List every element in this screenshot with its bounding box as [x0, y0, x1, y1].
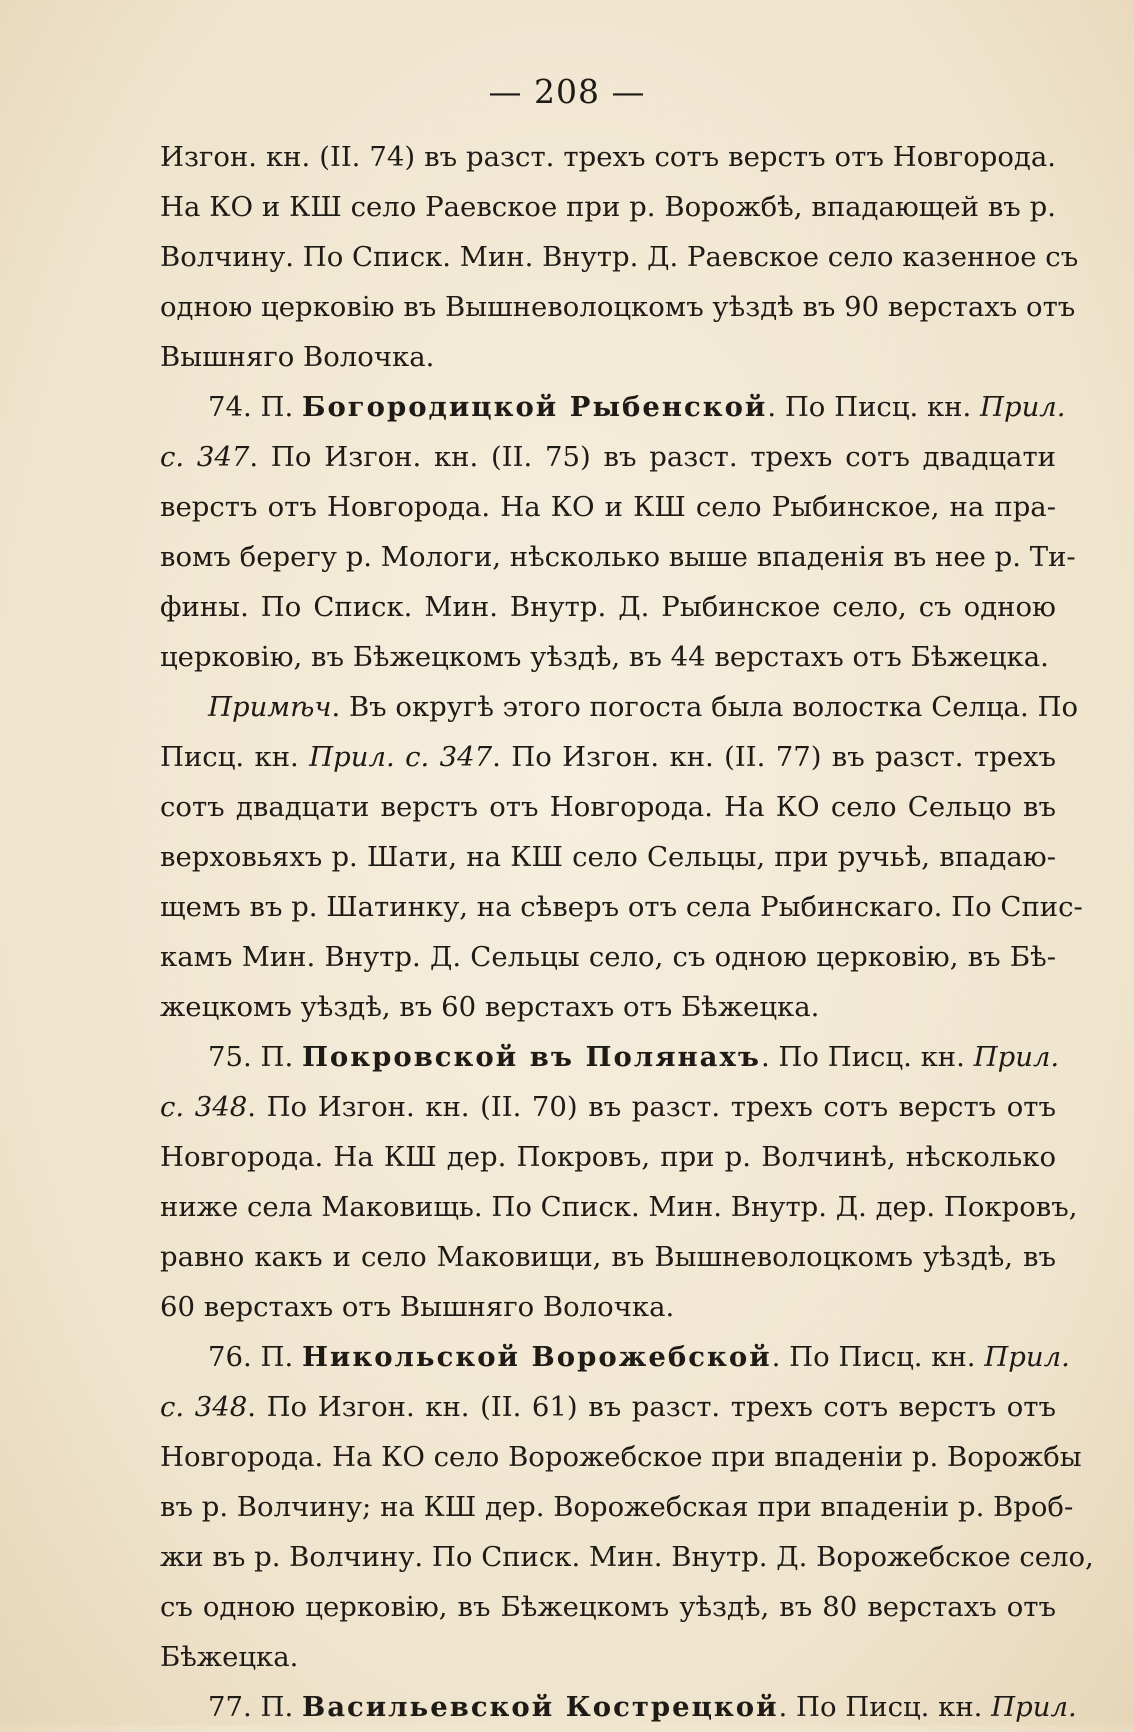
text-span: верховьяхъ р. Шати, на КШ село Сельцы, при ручьѣ, впадаю- — [160, 841, 1056, 873]
text-line — [160, 232, 1079, 282]
text-line — [160, 1032, 1060, 1082]
text-line — [160, 632, 1056, 682]
text-span: . Въ округѣ этого погоста была волостка Селца. По — [331, 691, 1079, 723]
text-line — [160, 582, 1056, 632]
text-line — [160, 782, 1056, 832]
text-span: Писц. кн. — [160, 741, 310, 773]
text-line — [160, 532, 1076, 582]
italic-text: с. 347 — [160, 441, 250, 473]
text-line — [160, 432, 1056, 482]
text-line — [160, 1182, 1078, 1232]
italic-text: с. 348 — [160, 1391, 248, 1423]
text-line — [160, 1482, 1074, 1532]
text-span: . По Изгон. кн. (II. 77) въ разст. трехъ — [492, 741, 1056, 773]
text-line — [160, 1132, 1056, 1182]
text-line — [160, 682, 1079, 732]
spaced-heading-text: Богородицкой Рыбенской — [301, 391, 768, 423]
page-number: — 208 — — [488, 72, 646, 111]
spaced-heading-text: Покровской въ Полянахъ — [301, 1041, 761, 1073]
italic-text: Прил. с. 347 — [309, 741, 493, 773]
italic-text: с. 348 — [160, 1091, 248, 1123]
text-line — [160, 332, 1056, 382]
text-span: въ р. Волчину; на КШ дер. Ворожебская при впаденіи р. Вроб- — [160, 1491, 1074, 1523]
text-span: . По Писц. кн. — [778, 1691, 992, 1723]
text-span: Волчину. По Списк. Мин. Внутр. Д. Раевское село казенное съ — [160, 241, 1079, 273]
italic-text: Прил. — [980, 391, 1066, 423]
text-span: щемъ въ р. Шатинку, на сѣверъ отъ села Рыбинскаго. По Спис- — [160, 891, 1083, 923]
text-span: фины. По Списк. Мин. Внутр. Д. Рыбинское село, съ одною — [160, 591, 1056, 623]
text-span: 74. П. — [208, 391, 302, 423]
text-line — [160, 482, 1056, 532]
text-span: одною церковію въ Вышневолоцкомъ уѣздѣ въ 90 верстахъ отъ — [160, 291, 1076, 323]
italic-text: Прил. — [991, 1691, 1077, 1723]
text-line — [160, 282, 1076, 332]
text-span: вомъ берегу р. Мологи, нѣсколько выше впаденія въ нее р. Ти- — [160, 541, 1076, 573]
text-span: . По Писц. кн. — [767, 391, 980, 423]
text-span: 76. П. — [208, 1341, 302, 1373]
text-line — [160, 1232, 1056, 1282]
text-span: верстъ отъ Новгорода. На КО и КШ село Рыбинское, на пра- — [160, 491, 1056, 523]
text-line — [160, 732, 1056, 782]
text-line — [160, 132, 1056, 182]
text-span: Бѣжецка. — [160, 1641, 299, 1673]
italic-text: Прил. — [984, 1341, 1070, 1373]
text-span: Вышняго Волочка. — [160, 341, 435, 373]
spaced-heading-text: Васильевской Кострецкой — [301, 1691, 779, 1723]
text-line — [160, 1632, 1056, 1682]
body-text — [160, 132, 1094, 1732]
text-span: . По Изгон. кн. (II. 75) въ разст. трехъ сотъ двадцати — [249, 441, 1056, 473]
text-line — [160, 382, 1066, 432]
text-span: . По Писц. кн. — [771, 1341, 985, 1373]
text-span: Новгорода. На КШ дер. Покровъ, при р. Волчинѣ, нѣсколько — [160, 1141, 1056, 1173]
text-line — [160, 1432, 1082, 1482]
text-span: . По Изгон. кн. (II. 61) въ разст. трехъ сотъ верстъ отъ — [247, 1391, 1057, 1423]
text-line — [160, 1082, 1056, 1132]
text-span: На КО и КШ село Раевское при р. Ворожбѣ, впадающей въ р. — [160, 191, 1056, 223]
text-span: церковію, въ Бѣжецкомъ уѣздѣ, въ 44 верстахъ отъ Бѣжецка. — [160, 641, 1049, 673]
text-span: жецкомъ уѣздѣ, въ 60 верстахъ отъ Бѣжецка. — [160, 991, 820, 1023]
italic-text: Примѣч — [208, 691, 332, 723]
italic-text: Прил. — [973, 1041, 1060, 1073]
text-line — [160, 1582, 1056, 1632]
text-line — [160, 1282, 1056, 1332]
text-line — [160, 1332, 1070, 1382]
text-span: 75. П. — [208, 1041, 302, 1073]
text-span: камъ Мин. Внутр. Д. Сельцы село, съ одною церковію, въ Бѣ- — [160, 941, 1056, 973]
spaced-heading-text: Никольской Ворожебской — [301, 1341, 772, 1373]
text-line — [160, 882, 1083, 932]
text-span: ниже села Маковищь. По Списк. Мин. Внутр. Д. дер. Покровъ, — [160, 1191, 1078, 1223]
text-span: 77. П. — [208, 1691, 302, 1723]
text-span: 60 верстахъ отъ Вышняго Волочка. — [160, 1291, 675, 1323]
text-span: жи въ р. Волчину. По Списк. Мин. Внутр. Д. Ворожебское село, — [160, 1541, 1094, 1573]
text-span: Изгон. кн. (II. 74) въ разст. трехъ сотъ верстъ отъ Новгорода. — [160, 141, 1056, 173]
text-span: съ одною церковію, въ Бѣжецкомъ уѣздѣ, въ 80 верстахъ отъ — [160, 1591, 1056, 1623]
text-line — [160, 932, 1056, 982]
text-span: Новгорода. На КО село Ворожебское при впаденіи р. Ворожбы — [160, 1441, 1082, 1473]
text-line — [160, 832, 1056, 882]
text-line — [160, 182, 1056, 232]
text-span: равно какъ и село Маковищи, въ Вышневолоцкомъ уѣздѣ, въ — [160, 1241, 1056, 1273]
text-span: . По Писц. кн. — [760, 1041, 974, 1073]
text-line — [160, 1532, 1094, 1582]
text-span: сотъ двадцати верстъ отъ Новгорода. На КО село Сельцо въ — [160, 791, 1056, 823]
text-span: . По Изгон. кн. (II. 70) въ разст. трехъ сотъ верстъ отъ — [247, 1091, 1057, 1123]
text-line — [160, 1382, 1056, 1432]
text-line — [160, 982, 1056, 1032]
